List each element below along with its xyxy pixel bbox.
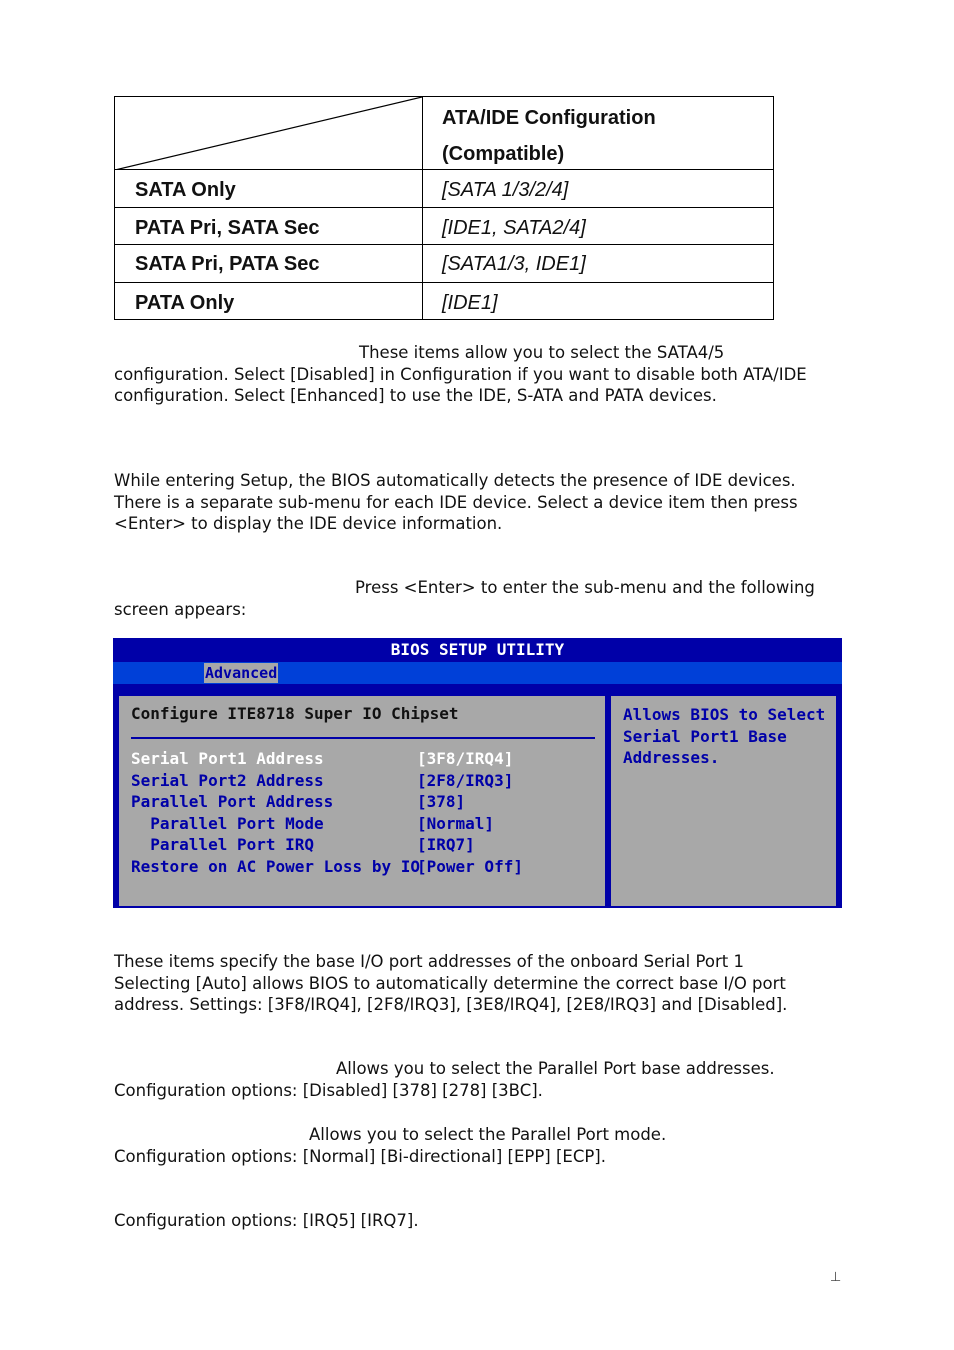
row-config: [SATA1/3, IDE1] (442, 253, 586, 275)
table-header (442, 100, 656, 172)
ata-ide-config-table (114, 96, 774, 320)
bios-value-parallel-irq[interactable]: [IRQ7] (417, 835, 475, 854)
table-row (115, 169, 773, 208)
bios-item-parallel-mode[interactable]: Parallel Port Mode (131, 814, 324, 833)
paragraph-line: Press <Enter> to enter the sub-menu and the following (355, 578, 815, 597)
header-diagonal-line (115, 97, 422, 170)
row-config: [SATA 1/3/2/4] (442, 179, 569, 201)
table-row (115, 207, 773, 245)
paragraph-line: Allows you to select the Parallel Port mode. (309, 1125, 667, 1144)
bios-value-serial-port1[interactable]: [3F8/IRQ4] (417, 749, 514, 768)
table-header-line1: ATA/IDE Configuration (442, 107, 656, 129)
parallel-mode-paragraph (114, 1124, 854, 1167)
table-header-line2: (Compatible) (442, 143, 565, 165)
row-mode: SATA Pri, PATA Sec (135, 253, 320, 275)
row-config: [IDE1] (442, 292, 498, 314)
row-mode: PATA Pri, SATA Sec (135, 217, 320, 239)
table-row (115, 282, 773, 320)
parallel-irq-paragraph: Configuration options: [IRQ5] [IRQ7]. (114, 1211, 419, 1230)
bios-divider (131, 737, 595, 739)
sata-config-paragraph (114, 342, 854, 407)
tab-advanced[interactable]: Advanced (205, 664, 278, 682)
bios-help-panel (609, 694, 838, 908)
bios-value-restore-ac[interactable]: [Power Off] (417, 857, 523, 876)
paragraph-line: Allows you to select the Parallel Port base addresses. (336, 1059, 775, 1078)
bios-body (113, 684, 842, 908)
paragraph-line: screen appears: (114, 599, 247, 619)
parallel-address-paragraph (114, 1058, 854, 1101)
table-row (115, 244, 773, 283)
bios-screen (113, 638, 842, 908)
bios-item-parallel-address[interactable]: Parallel Port Address (131, 792, 334, 811)
bios-value-parallel-address[interactable]: [378] (417, 792, 466, 811)
bios-value-serial-port2[interactable]: [2F8/IRQ3] (417, 771, 514, 790)
paragraph-line: These items allow you to select the SATA4/5 (359, 343, 725, 362)
row-mode: SATA Only (135, 179, 236, 201)
bios-item-serial-port1[interactable]: Serial Port1 Address (131, 749, 324, 768)
bios-menubar (113, 662, 842, 684)
paragraph-line: Configuration options: [Disabled] [378] [278] [3BC]. (114, 1080, 543, 1100)
bios-settings-panel (117, 694, 607, 908)
paragraph-text: configuration. Select [Disabled] in Configuration if you want to disable both ATA/IDE configuration. Select [Enhanced] to use the IDE, S-ATA and PATA devices. (114, 364, 807, 405)
row-mode: PATA Only (135, 292, 235, 314)
bios-item-serial-port2[interactable]: Serial Port2 Address (131, 771, 324, 790)
serial-port-paragraph: These items specify the base I/O port addresses of the onboard Serial Port 1 Selecting [Auto] allows BIOS to automatically determine the correct base I/O port address. Settings: [3F8/IRQ4], [2F8/IRQ3], [3E8/IRQ4], [2E8/IRQ3] and [Disabled]. (114, 952, 788, 1014)
ide-detect-paragraph: While entering Setup, the BIOS automatically detects the presence of IDE devices. There is a separate sub-menu for each IDE device. Select a device item then press <Enter> to display the IDE device information. (114, 471, 798, 533)
submenu-paragraph (114, 577, 854, 620)
bios-help-text: Allows BIOS to Select Serial Port1 Base Addresses. (623, 705, 826, 768)
bios-value-parallel-mode[interactable]: [Normal] (417, 814, 495, 833)
bios-item-parallel-irq[interactable]: Parallel Port IRQ (131, 835, 315, 854)
bios-title: BIOS SETUP UTILITY (390, 640, 565, 659)
bios-section-heading: Configure ITE8718 Super IO Chipset (131, 704, 459, 723)
page-mark: ⊥ (830, 1270, 842, 1285)
bios-item-restore-ac[interactable]: Restore on AC Power Loss by IO (131, 857, 420, 876)
paragraph-line: Configuration options: [Normal] [Bi-directional] [EPP] [ECP]. (114, 1146, 606, 1166)
row-config: [IDE1, SATA2/4] (442, 217, 586, 239)
